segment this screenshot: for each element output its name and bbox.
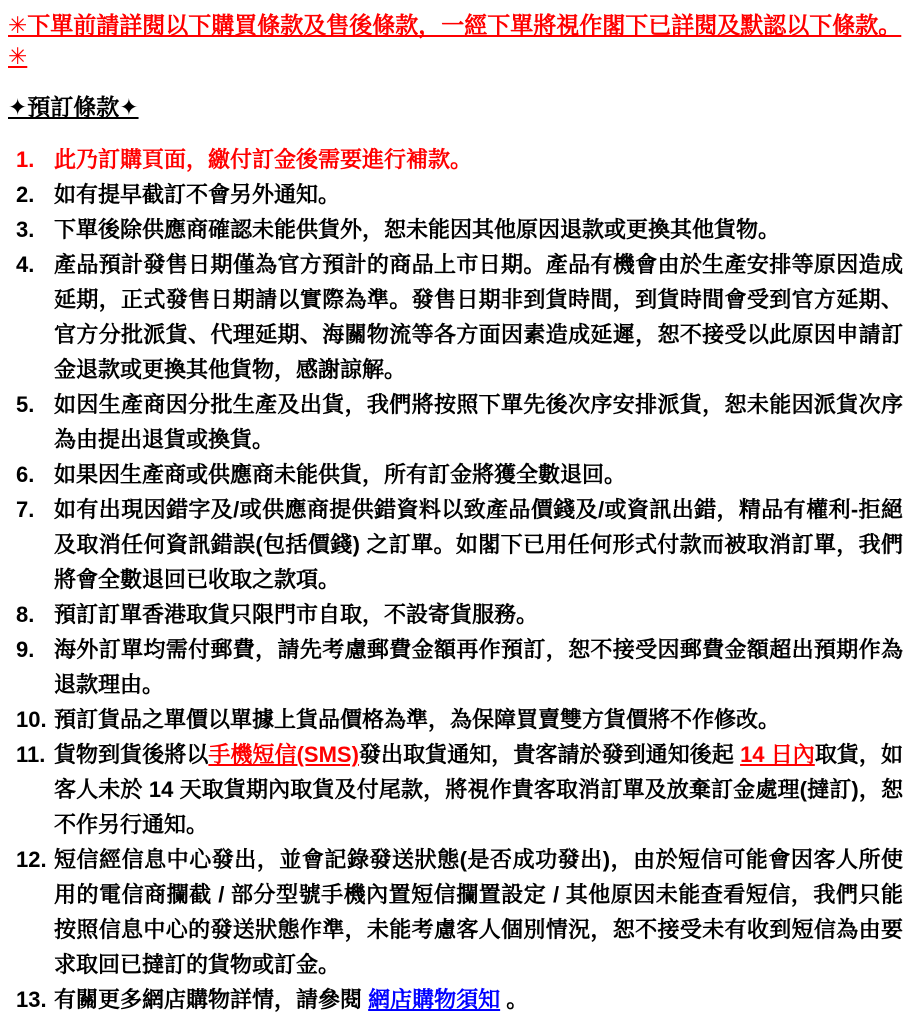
term-text-segment: 如有提早截訂不會另外通知。: [54, 182, 341, 207]
term-number: 4.: [16, 252, 35, 277]
term-text: [54, 987, 528, 1012]
term-text: [54, 637, 903, 697]
term-text: [54, 707, 780, 732]
term-text: [54, 392, 903, 452]
term-item: [8, 492, 903, 597]
term-text-segment: 如果因生產商或供應商未能供貨，所有訂金將獲全數退回。: [54, 462, 627, 487]
term-number: 8.: [16, 602, 35, 627]
term-item: [8, 457, 903, 492]
term-number: 12.: [16, 847, 47, 872]
term-text: [54, 182, 340, 207]
term-number: 9.: [16, 637, 35, 662]
term-item: [8, 247, 903, 387]
term-number: 13.: [16, 987, 47, 1012]
term-number: 6.: [16, 462, 35, 487]
term-item: [8, 842, 903, 982]
term-text-segment: 如因生產商因分批生產及出貨，我們將按照下單先後次序安排派貨，恕未能因派貨次序為由提出退貨或換貨。: [54, 392, 903, 452]
term-text-segment: 。: [500, 987, 529, 1012]
term-text-segment: 短信經信息中心發出，並會記錄發送狀態(是否成功發出)，由於短信可能會因客人所使用的電信商攔截 / 部分型號手機內置短信攔置設定 / 其他原因未能查看短信，我們只能按照信息中心的發送狀態作準，未能考慮客人個別情況，恕不接受未有收到短信為由要求取回已撻訂的貨物或訂金。: [54, 847, 903, 977]
term-text-segment: 發出取貨通知，貴客請於發到通知後起: [358, 742, 741, 767]
term-text: [54, 462, 626, 487]
term-item: [8, 387, 903, 457]
term-text-segment: 下單後除供應商確認未能供貨外，恕未能因其他原因退款或更換其他貨物。: [54, 217, 781, 242]
term-text-segment: 有關更多網店購物詳情，請參閱: [54, 987, 369, 1012]
terms-list: [8, 142, 903, 1017]
term-text: [54, 847, 903, 977]
term-item: [8, 177, 903, 212]
section-title-row: [8, 92, 903, 122]
highlighted-text: 14 日內: [740, 742, 815, 767]
term-text-segment: 此乃訂購頁面，繳付訂金後需要進行補款。: [54, 147, 473, 172]
term-text-segment: 預訂貨品之單價以單據上貨品價格為準，為保障買賣雙方貨價將不作修改。: [54, 707, 781, 732]
term-item: [8, 632, 903, 702]
term-text-segment: 產品預計發售日期僅為官方預計的商品上市日期。產品有機會由於生產安排等原因造成延期，正式發售日期請以實際為準。發售日期非到貨時間，到貨時間會受到官方延期、官方分批派貨、代理延期、海關物流等各方面因素造成延遲，恕不接受以此原因申請訂金退款或更換其他貨物，感謝諒解。: [54, 252, 903, 382]
term-item: [8, 982, 903, 1017]
term-text: [54, 252, 903, 382]
term-text-segment: 海外訂單均需付郵費，請先考慮郵費金額再作預訂，恕不接受因郵費金額超出預期作為退款理由。: [54, 637, 903, 697]
term-text-segment: 取貨，如客人未於 14 天取貨期內取貨及付尾款，將視作貴客取消訂單及放棄訂金處理(撻訂)，恕不作另行通知。: [54, 742, 903, 837]
term-text-segment: 貨物到貨後將以: [54, 742, 209, 767]
term-number: 7.: [16, 497, 35, 522]
purchase-notice-heading: ✳下單前請詳閱以下購買條款及售後條款，一經下單將視作閣下已詳閱及默認以下條款。✳: [8, 12, 902, 69]
term-item: [8, 142, 903, 177]
term-item: [8, 737, 903, 842]
term-item: [8, 702, 903, 737]
term-item: [8, 597, 903, 632]
term-number: 11.: [16, 742, 46, 767]
term-text: [54, 742, 903, 837]
term-text: [54, 147, 472, 172]
term-item: [8, 212, 903, 247]
term-number: 10.: [16, 707, 47, 732]
term-number: 2.: [16, 182, 35, 207]
highlighted-text: 手機短信(SMS): [208, 742, 359, 767]
preorder-terms-title: ✦預訂條款✦: [8, 94, 139, 120]
term-number: 5.: [16, 392, 35, 417]
shop-notice-link[interactable]: 網店購物須知: [368, 987, 501, 1012]
term-text-segment: 如有出現因錯字及/或供應商提供錯資料以致產品價錢及/或資訊出錯，精品有權利-拒絕及取消任何資訊錯誤(包括價錢) 之訂單。如閣下已用任何形式付款而被取消訂單，我們將會全數退回已收取之款項。: [54, 497, 903, 592]
term-text: [54, 497, 903, 592]
term-text-segment: 預訂訂單香港取貨只限門市自取，不設寄貨服務。: [54, 602, 539, 627]
term-text: [54, 602, 538, 627]
term-number: 3.: [16, 217, 35, 242]
term-text: [54, 217, 780, 242]
term-number: 1.: [16, 147, 35, 172]
